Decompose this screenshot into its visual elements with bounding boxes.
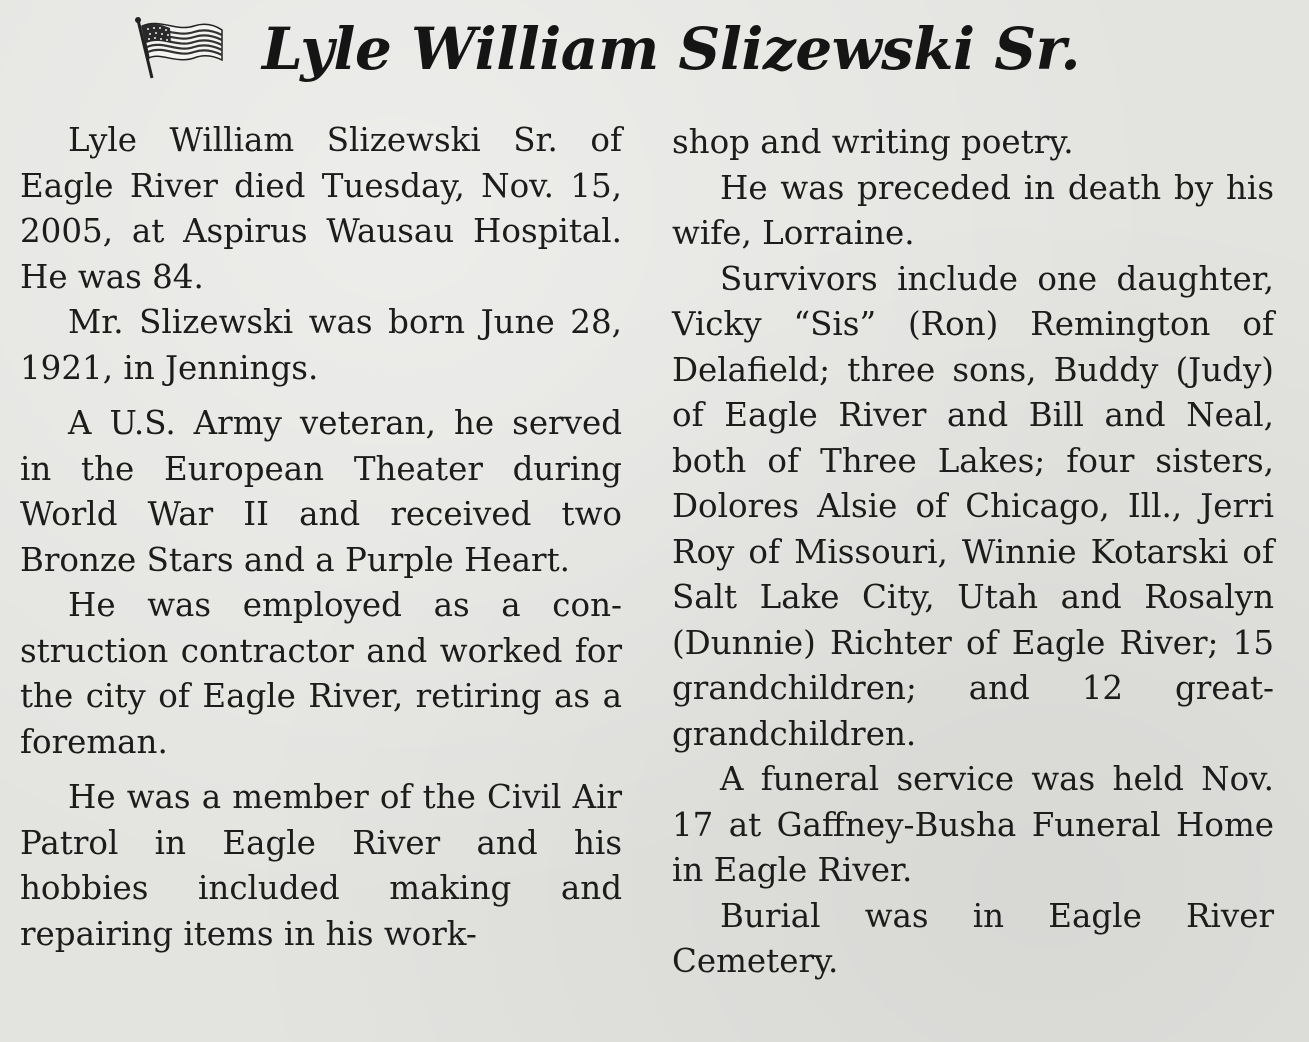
paragraph-birth: Mr. Slizewski was born June 28, 1921, in Jennings. — [20, 303, 622, 387]
obituary-title: Lyle William Slizewski Sr. — [262, 15, 1081, 83]
paragraph-death: Lyle William Slizewski Sr. of Eagle River died Tuesday, Nov. 15, 2005, at Aspirus Wausau Hospital. He was 84. — [20, 121, 622, 296]
paragraph-funeral: A funeral service was held Nov. 17 at Gaffney-Busha Funeral Home in Eagle River. — [672, 760, 1274, 889]
paragraph-hobbies-continued: shop and writing poetry. — [672, 123, 1074, 161]
american-flag-icon — [130, 16, 226, 82]
paragraph-military: A U.S. Army veteran, he served in the European Theater during World War II and received two Bronze Stars and a Purple Heart. — [20, 404, 622, 579]
paragraph-preceded: He was preceded in death by his wife, Lorraine. — [672, 168, 1274, 252]
paragraph-employment: He was employed as a construction contractor and worked for the city of Eagle River, retiring as a foreman. — [20, 586, 622, 761]
paragraph-burial: Burial was in Eagle River Cemetery. — [672, 896, 1274, 980]
left-column — [20, 118, 622, 957]
paragraph-hobbies: He was a member of the Civil Air Patrol in Eagle River and his hobbies included making and repairing items in his work- — [20, 778, 622, 953]
obituary-header — [130, 8, 1080, 90]
right-column — [672, 120, 1274, 985]
paragraph-survivors: Survivors include one daughter, Vicky “Sis” (Ron) Remington of Delafield; three sons, Buddy (Judy) of Eagle River and Bill and Neal, both of Three Lakes; four sisters, Dolores Alsie of Chicago, Ill., Jerri Roy of Missouri, Winnie Kotarski of Salt Lake City, Utah and Rosalyn (Dunnie) Richter of Eagle River; 15 grandchildren; and 12 great-grandchildren. — [672, 259, 1274, 753]
